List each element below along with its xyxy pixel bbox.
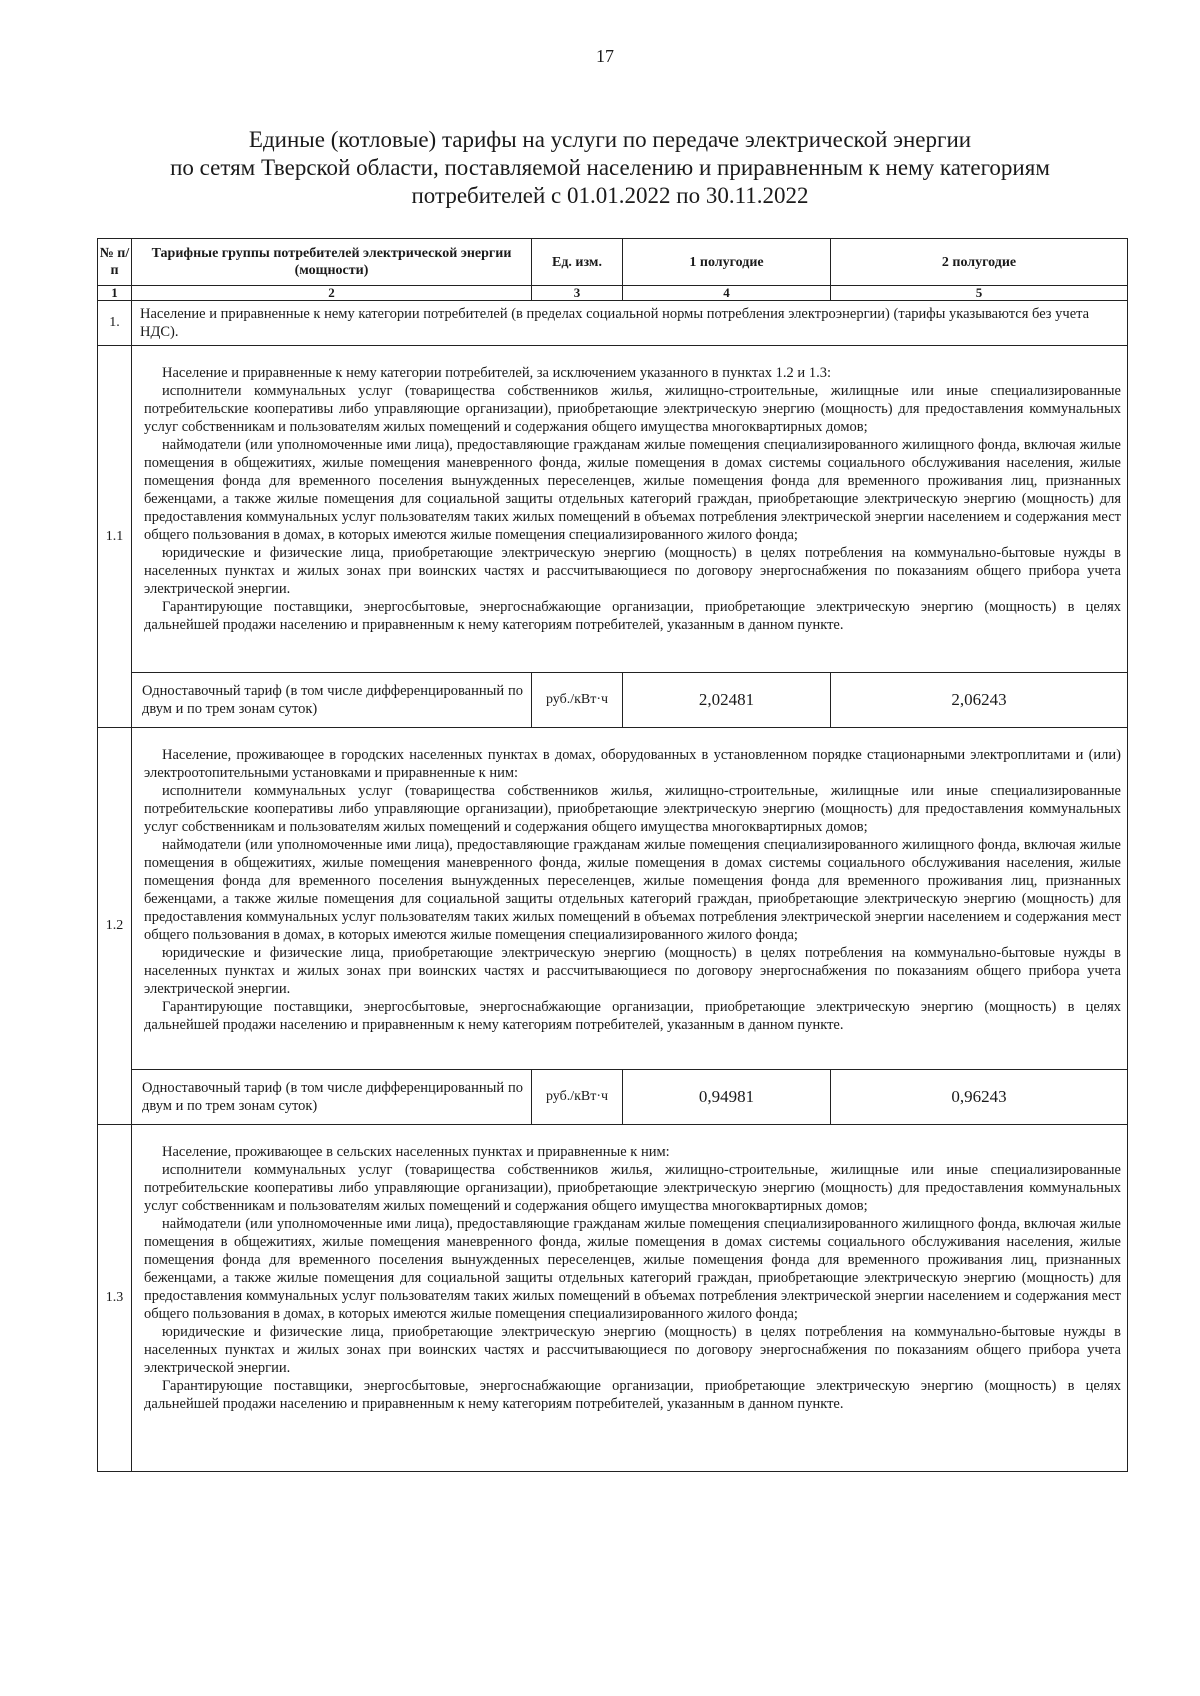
- title-line-2: по сетям Тверской области, поставляемой населению и приравненным к нему категориям: [170, 155, 1050, 180]
- description-paragraph: наймодатели (или уполномоченные ими лица), предоставляющие гражданам жилые помещения специализированного жилищного фонда, включая жилые помещения в общежитиях, жилые помещения маневренного фонда, жилые помещения в домах системы социального обслуживания населения, жилые помещения фонда для временного поселения вынужденных переселенцев, жилые помещения фонда для временного проживания лиц, признанных беженцами, а также жилые помещения для социальной защиты отдельных категорий граждан, приобретающие электрическую энергию (мощность) для предоставления коммунальных услуг пользователям таких жилых помещений в объемах потребления электрической энергии населением и содержания мест общего пользования в домах, в которых имеются жилые помещения специализированного жилого фонда;: [144, 437, 1121, 543]
- description-paragraph: наймодатели (или уполномоченные ими лица), предоставляющие гражданам жилые помещения специализированного жилищного фонда, включая жилые помещения в общежитиях, жилые помещения маневренного фонда, жилые помещения в домах системы социального обслуживания населения, жилые помещения фонда для временного поселения вынужденных переселенцев, жилые помещения фонда для временного проживания лиц, признанных беженцами, а также жилые помещения для социальной защиты отдельных категорий граждан, приобретающие электрическую энергию (мощность) для предоставления коммунальных услуг пользователям таких жилых помещений в объемах потребления электрической энергии населением и содержания мест общего пользования в домах, в которых имеются жилые помещения специализированного жилого фонда;: [144, 1216, 1121, 1322]
- header-half1: 1 полугодие: [623, 239, 831, 286]
- tariff-name: Одноставочный тариф (в том числе дифференцированный по двум и по трем зонам суток): [132, 1070, 532, 1125]
- tariff-name: Одноставочный тариф (в том числе дифференцированный по двум и по трем зонам суток): [132, 673, 532, 728]
- title-line-1: Единые (котловые) тарифы на услуги по передаче электрической энергии: [248, 127, 972, 152]
- description-paragraph: исполнители коммунальных услуг (товарищества собственников жилья, жилищно-строительные, жилищные или иные специализированные потребительские кооперативы либо управляющие организации), приобретающие электрическую энергию (мощность) для предоставления коммунальных услуг собственникам и пользователям жилых помещений и содержания общего имущества многоквартирных домов;: [144, 383, 1121, 435]
- col-number: 1: [98, 286, 132, 301]
- description-paragraph: Население, проживающее в городских населенных пунктах в домах, оборудованных в установленном порядке стационарными электроплитами и (или) электроотопительными установками и приравненные к ним:: [144, 747, 1121, 781]
- col-number: 2: [132, 286, 532, 301]
- header-half2: 2 полугодие: [831, 239, 1128, 286]
- row-index: 1.: [98, 301, 132, 346]
- section-title: Население и приравненные к нему категории потребителей (в пределах социальной нормы потребления электроэнергии) (тарифы указываются без учета НДС).: [132, 301, 1128, 346]
- table-row: [98, 728, 1128, 1070]
- title-line-3: потребителей с 01.01.2022 по 30.11.2022: [411, 183, 809, 208]
- description-paragraph: юридические и физические лица, приобретающие электрическую энергию (мощность) в целях потребления на коммунально-бытовые нужды в населенных пунктах и жилых зонах при воинских частях и рассчитывающиеся по договору энергоснабжения по показаниям общего прибора учета электрической энергии.: [144, 1324, 1121, 1376]
- description-paragraph: исполнители коммунальных услуг (товарищества собственников жилья, жилищно-строительные, жилищные или иные специализированные потребительские кооперативы либо управляющие организации), приобретающие электрическую энергию (мощность) для предоставления коммунальных услуг собственникам и пользователям жилых помещений и содержания общего имущества многоквартирных домов;: [144, 783, 1121, 835]
- tariff-value-half1: 0,94981: [623, 1070, 831, 1125]
- tariff-value-half2: 2,06243: [831, 673, 1128, 728]
- table-header-row: [98, 239, 1128, 286]
- description-paragraph: юридические и физические лица, приобретающие электрическую энергию (мощность) в целях потребления на коммунально-бытовые нужды в населенных пунктах и жилых зонах при воинских частях и рассчитывающиеся по договору энергоснабжения по показаниям общего прибора учета электрической энергии.: [144, 945, 1121, 997]
- row-description: [132, 346, 1128, 673]
- table-row: [98, 346, 1128, 673]
- tariff-row: [98, 673, 1128, 728]
- tariff-row: [98, 1070, 1128, 1125]
- row-index: 1.2: [98, 728, 132, 1125]
- col-number: 5: [831, 286, 1128, 301]
- tariff-table: [97, 238, 1128, 1472]
- row-description: [132, 1125, 1128, 1472]
- table-row: [98, 1125, 1128, 1472]
- page-number: 17: [596, 46, 614, 66]
- description-paragraph: исполнители коммунальных услуг (товарищества собственников жилья, жилищно-строительные, жилищные или иные специализированные потребительские кооперативы либо управляющие организации), приобретающие электрическую энергию (мощность) для предоставления коммунальных услуг собственникам и пользователям жилых помещений и содержания общего имущества многоквартирных домов;: [144, 1162, 1121, 1214]
- col-number: 3: [532, 286, 623, 301]
- tariff-unit: руб./кВт·ч: [532, 673, 623, 728]
- col-number: 4: [623, 286, 831, 301]
- row-index: 1.3: [98, 1125, 132, 1472]
- header-unit: Ед. изм.: [532, 239, 623, 286]
- document-title: [120, 126, 1100, 210]
- description-paragraph: Гарантирующие поставщики, энергосбытовые, энергоснабжающие организации, приобретающие электрическую энергию (мощность) в целях дальнейшей продажи населению и приравненным к нему категориям потребителей, указанным в данном пункте.: [144, 1378, 1121, 1412]
- description-paragraph: наймодатели (или уполномоченные ими лица), предоставляющие гражданам жилые помещения специализированного жилищного фонда, включая жилые помещения в общежитиях, жилые помещения маневренного фонда, жилые помещения в домах системы социального обслуживания населения, жилые помещения фонда для временного поселения вынужденных переселенцев, жилые помещения фонда для временного проживания лиц, признанных беженцами, а также жилые помещения для социальной защиты отдельных категорий граждан, приобретающие электрическую энергию (мощность) для предоставления коммунальных услуг пользователям таких жилых помещений в объемах потребления электрической энергии населением и содержания мест общего пользования в домах, в которых имеются жилые помещения специализированного жилого фонда;: [144, 837, 1121, 943]
- description-paragraph: юридические и физические лица, приобретающие электрическую энергию (мощность) в целях потребления на коммунально-бытовые нужды в населенных пунктах и жилых зонах при воинских частях и рассчитывающиеся по договору энергоснабжения по показаниям общего прибора учета электрической энергии.: [144, 545, 1121, 597]
- description-paragraph: Гарантирующие поставщики, энергосбытовые, энергоснабжающие организации, приобретающие электрическую энергию (мощность) в целях дальнейшей продажи населению и приравненным к нему категориям потребителей, указанным в данном пункте.: [144, 599, 1121, 633]
- header-num: № п/п: [98, 239, 132, 286]
- header-group: Тарифные группы потребителей электрической энергии (мощности): [132, 239, 532, 286]
- tariff-value-half1: 2,02481: [623, 673, 831, 728]
- section-row-1: [98, 301, 1128, 346]
- row-description: [132, 728, 1128, 1070]
- column-number-row: [98, 286, 1128, 301]
- description-paragraph: Гарантирующие поставщики, энергосбытовые, энергоснабжающие организации, приобретающие электрическую энергию (мощность) в целях дальнейшей продажи населению и приравненным к нему категориям потребителей, указанным в данном пункте.: [144, 999, 1121, 1033]
- description-paragraph: Население и приравненные к нему категории потребителей, за исключением указанного в пунктах 1.2 и 1.3:: [162, 365, 831, 381]
- description-paragraph: Население, проживающее в сельских населенных пунктах и приравненные к ним:: [162, 1144, 670, 1160]
- row-index: 1.1: [98, 346, 132, 728]
- tariff-value-half2: 0,96243: [831, 1070, 1128, 1125]
- tariff-unit: руб./кВт·ч: [532, 1070, 623, 1125]
